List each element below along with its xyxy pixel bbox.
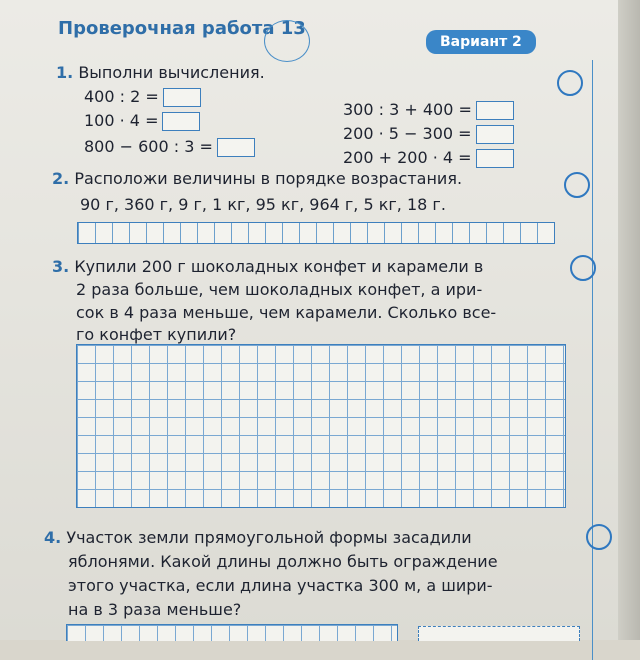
task1-heading: [56, 62, 265, 84]
task4-line-2: яблонями. Какой длины должно быть ограждение: [68, 552, 498, 571]
answer-cell-row[interactable]: [77, 222, 555, 244]
task4-line-1: [44, 527, 472, 549]
answer-grid-4[interactable]: [66, 624, 398, 641]
page-edge: [618, 0, 640, 640]
calc-right-2-expr: 200 · 5 − 300 =: [343, 124, 472, 143]
answer-dashed-box[interactable]: [418, 626, 580, 641]
answer-grid-3[interactable]: [76, 344, 566, 508]
answer-box[interactable]: [217, 138, 255, 157]
task2-heading: [52, 168, 462, 190]
task4-number: 4.: [44, 528, 62, 547]
task3-line-4: го конфет купили?: [76, 325, 237, 344]
task1-text: Выполни вычисления.: [78, 63, 265, 82]
calc-right-2: [343, 124, 514, 144]
task1-number: 1.: [56, 63, 74, 82]
margin-line: [592, 60, 593, 660]
score-circle-1[interactable]: [557, 70, 583, 96]
answer-box[interactable]: [476, 149, 514, 168]
calc-left-1: [84, 87, 201, 107]
answer-box[interactable]: [163, 88, 201, 107]
calc-right-3: [343, 148, 514, 168]
score-circle-4[interactable]: [586, 524, 612, 550]
calc-right-1-expr: 300 : 3 + 400 =: [343, 100, 472, 119]
calc-right-1: [343, 100, 514, 120]
answer-box[interactable]: [162, 112, 200, 131]
task2-text: Расположи величины в порядке возрастания.: [74, 169, 463, 188]
task3-text-1: Купили 200 г шоколадных конфет и карамели в: [74, 257, 484, 276]
task2-number: 2.: [52, 169, 70, 188]
task4-text-1: Участок земли прямоугольной формы засадили: [66, 528, 472, 547]
calc-left-2-expr: 100 · 4 =: [84, 111, 159, 130]
hand-drawn-circle: [264, 20, 310, 62]
calc-right-3-expr: 200 + 200 · 4 =: [343, 148, 472, 167]
calc-left-1-expr: 400 : 2 =: [84, 87, 159, 106]
title-number: 13: [280, 18, 306, 39]
title-text: Проверочная работа: [58, 18, 275, 39]
variant-badge: Вариант 2: [426, 30, 536, 54]
task3-line-3: сок в 4 раза меньше, чем карамели. Сколько все-: [76, 303, 497, 322]
task3-line-1: [52, 256, 483, 278]
task4-line-4: на в 3 раза меньше?: [68, 600, 242, 619]
task2-values: 90 г, 360 г, 9 г, 1 кг, 95 кг, 964 г, 5 кг, 18 г.: [80, 195, 446, 214]
task4-line-3: этого участка, если длина участка 300 м, а шири-: [68, 576, 493, 595]
score-circle-2[interactable]: [564, 172, 590, 198]
task3-number: 3.: [52, 257, 70, 276]
calc-left-3: [84, 137, 255, 157]
task3-line-2: 2 раза больше, чем шоколадных конфет, а ири-: [76, 280, 483, 299]
score-circle-3[interactable]: [570, 255, 596, 281]
answer-box[interactable]: [476, 125, 514, 144]
calc-left-2: [84, 111, 200, 131]
calc-left-3-expr: 800 − 600 : 3 =: [84, 137, 213, 156]
answer-box[interactable]: [476, 101, 514, 120]
